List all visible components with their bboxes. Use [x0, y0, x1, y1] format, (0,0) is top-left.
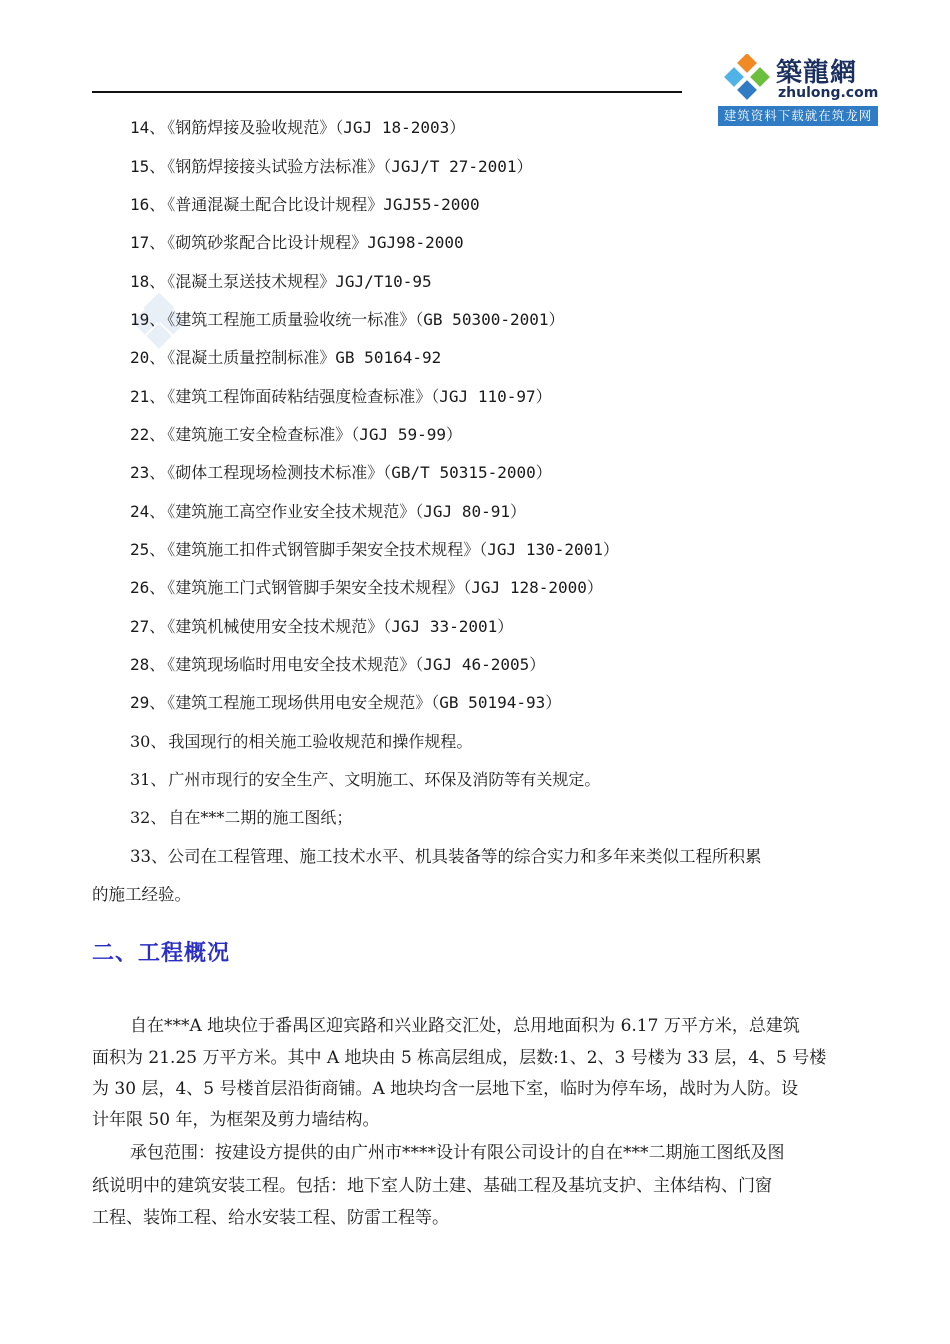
list-item: 27、 《建筑机械使用安全技术规范》（JGJ 33-2001）: [130, 617, 514, 636]
logo-domain: zhulong.com: [778, 85, 879, 101]
paragraph-line: 纸说明中的建筑安装工程。包括：地下室人防土建、基础工程及基坑支护、主体结构、门窗: [92, 1176, 772, 1196]
item-33-line-2: 的施工经验。: [92, 885, 191, 904]
logo-slogan: 建筑资料下载就在筑龙网: [718, 106, 878, 126]
paragraph-line: 工程、装饰工程、给水安装工程、防雷工程等。: [92, 1208, 449, 1228]
paragraph-line: 面积为 21.25 万平方米。其中 A 地块由 5 栋高层组成，层数:1、2、3 号楼为 33 层，4、5 号楼: [92, 1048, 827, 1068]
paragraph-line: 自在***A 地块位于番禺区迎宾路和兴业路交汇处，总用地面积为 6.17 万平方米，总建筑: [130, 1016, 800, 1036]
list-item: 19、 《建筑工程施工质量验收统一标准》（GB 50300-2001）: [130, 310, 565, 329]
logo-mark-icon: [724, 54, 772, 102]
list-item: 32、 自在***二期的施工图纸；: [130, 808, 353, 827]
paragraph-line: 为 30 层，4、5 号楼首层沿街商铺。A 地块均含一层地下室，临时为停车场，战时为人防。设: [92, 1079, 799, 1099]
list-item: 26、 《建筑施工门式钢管脚手架安全技术规程》（JGJ 128-2000）: [130, 578, 603, 597]
list-item: 17、 《砌筑砂浆配合比设计规程》JGJ98-2000: [130, 233, 464, 252]
list-item: 15、 《钢筋焊接接头试验方法标准》（JGJ/T 27-2001）: [130, 157, 533, 176]
list-item: 23、 《砌体工程现场检测技术标准》（GB/T 50315-2000）: [130, 463, 552, 482]
list-item: 22、 《建筑施工安全检查标准》（JGJ 59-99）: [130, 425, 462, 444]
paragraph-line: 承包范围：按建设方提供的由广州市****设计有限公司设计的自在***二期施工图纸及图: [130, 1143, 785, 1163]
list-item: 14、 《钢筋焊接及验收规范》（JGJ 18-2003）: [130, 118, 466, 137]
list-item: 24、 《建筑施工高空作业安全技术规范》（JGJ 80-91）: [130, 502, 526, 521]
section-heading: 二、工程概况: [92, 941, 231, 966]
list-item: 29、 《建筑工程施工现场供用电安全规范》（GB 50194-93）: [130, 693, 562, 712]
list-item: 20、 《混凝土质量控制标准》GB 50164-92: [130, 348, 442, 367]
paragraph-line: 计年限 50 年，为框架及剪力墙结构。: [92, 1110, 380, 1130]
zhulong-logo: [718, 48, 878, 128]
list-item: 16、 《普通混凝土配合比设计规程》JGJ55-2000: [130, 195, 480, 214]
logo-name: 築龍網: [776, 58, 858, 88]
list-item: 21、 《建筑工程饰面砖粘结强度检查标准》（JGJ 110-97）: [130, 387, 552, 406]
list-item: 30、 我国现行的相关施工验收规范和操作规程。: [130, 732, 473, 751]
list-item: 25、 《建筑施工扣件式钢管脚手架安全技术规程》（JGJ 130-2001）: [130, 540, 619, 559]
list-item: 18、 《混凝土泵送技术规程》JGJ/T10-95: [130, 272, 432, 291]
item-33-line-1: 33、公司在工程管理、施工技术水平、机具装备等的综合实力和多年来类似工程所积累: [130, 847, 762, 866]
header-rule: [92, 91, 682, 93]
list-item: 31、 广州市现行的安全生产、文明施工、环保及消防等有关规定。: [130, 770, 601, 789]
list-item: 28、 《建筑现场临时用电安全技术规范》（JGJ 46-2005）: [130, 655, 546, 674]
